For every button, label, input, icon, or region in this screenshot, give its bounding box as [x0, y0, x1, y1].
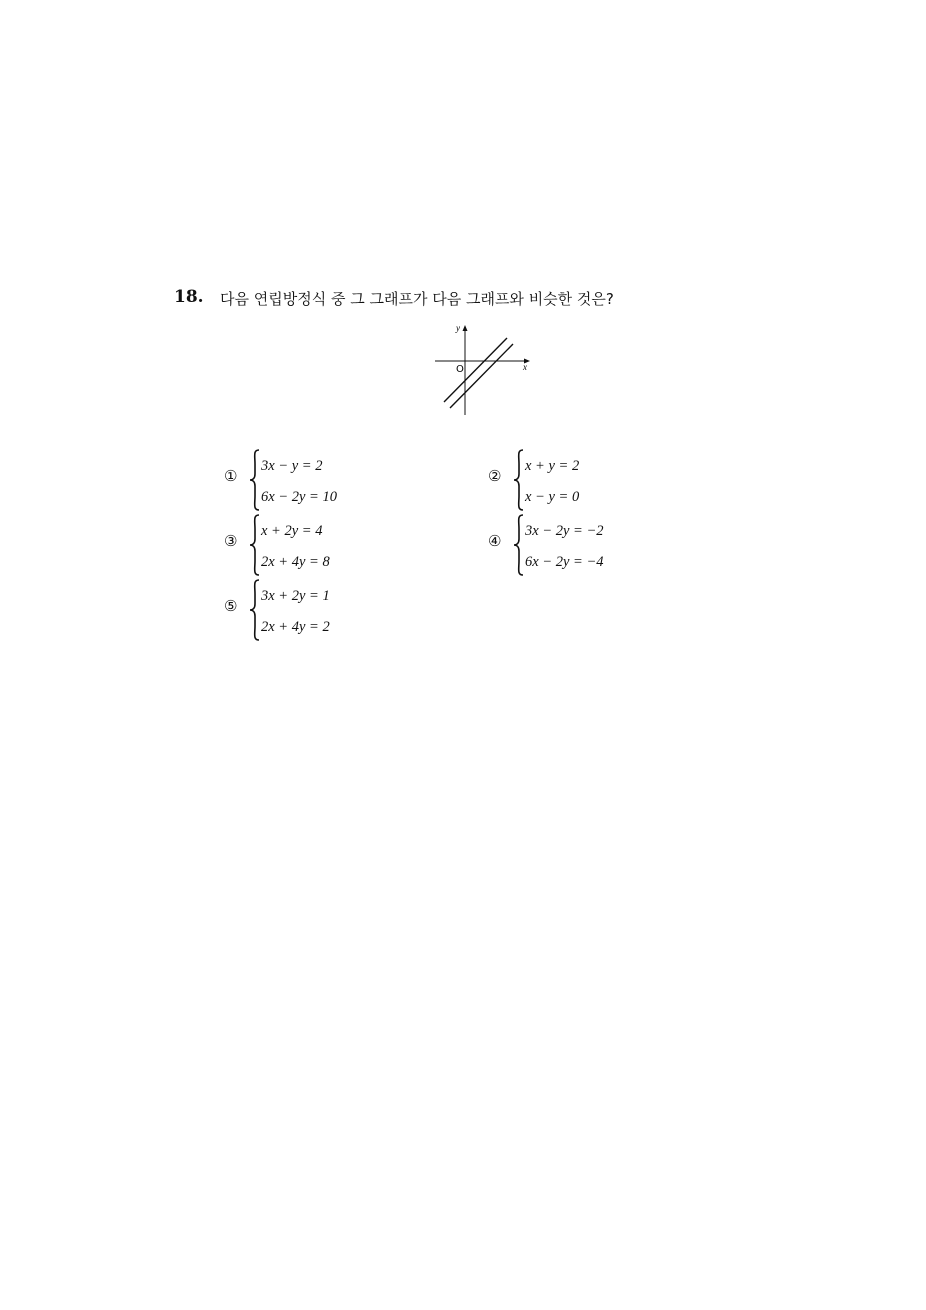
graph-line-1 [444, 338, 507, 402]
brace-icon [249, 578, 261, 642]
equation-1: 3x − y = 2 [261, 458, 323, 474]
y-axis-label: y [456, 323, 460, 333]
choice-marker: ① [224, 467, 238, 485]
equation-2: 2x + 4y = 2 [261, 619, 330, 635]
brace-icon [513, 513, 525, 577]
equation-2: 6x − 2y = −4 [525, 554, 604, 570]
equation-1: 3x − 2y = −2 [525, 523, 604, 539]
brace-icon [249, 513, 261, 577]
choice-marker: ② [488, 467, 502, 485]
equation-2: 2x + 4y = 8 [261, 554, 330, 570]
y-axis-arrow [463, 325, 468, 331]
question-number: 18. [174, 287, 204, 307]
brace-icon [513, 448, 525, 512]
graph-line-2 [450, 344, 513, 408]
origin-label: O [456, 364, 464, 375]
question-text: 다음 연립방정식 중 그 그래프가 다음 그래프와 비슷한 것은? [220, 290, 614, 308]
x-axis-label: x [523, 362, 527, 372]
choice-marker: ⑤ [224, 597, 238, 615]
parallel-lines-graph [430, 320, 540, 420]
equation-2: x − y = 0 [525, 489, 580, 505]
brace-icon [249, 448, 261, 512]
choice-marker: ④ [488, 532, 502, 550]
equation-2: 6x − 2y = 10 [261, 489, 337, 505]
equation-1: x + 2y = 4 [261, 523, 323, 539]
equation-1: 3x + 2y = 1 [261, 588, 330, 604]
choice-marker: ③ [224, 532, 238, 550]
equation-1: x + y = 2 [525, 458, 580, 474]
